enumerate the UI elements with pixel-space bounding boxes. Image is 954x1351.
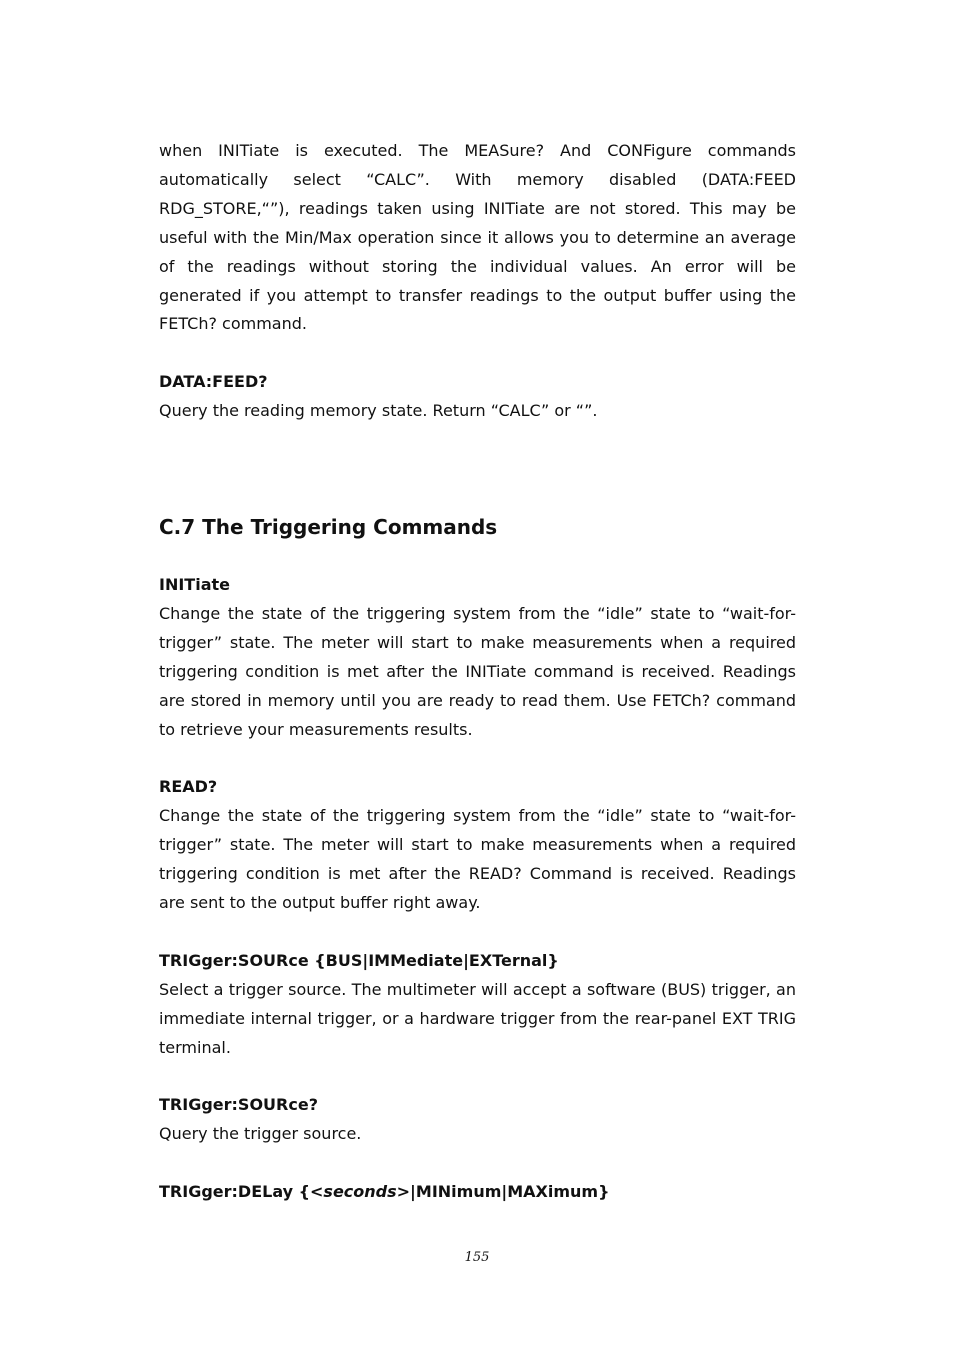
read-query-description: Change the state of the triggering system from the “idle” state to “wait-for-trigger” state. The meter will start to make measurements when a required triggering condition is met after the READ? Command is received. Readings are sent to the output buffer right away. (159, 806, 796, 912)
trigger-source-query-heading: TRIGger:SOURce? (159, 1095, 318, 1115)
trigger-source-heading: TRIGger:SOURce {BUS|IMMediate|EXTernal} (159, 950, 559, 970)
spacer (159, 1062, 796, 1091)
spacer (159, 339, 796, 368)
document-page (159, 137, 796, 1207)
read-query-heading: READ? (159, 777, 218, 797)
spacer (159, 426, 796, 513)
spacer (159, 918, 796, 947)
initiate-heading: INITiate (159, 575, 230, 595)
spacer (159, 541, 796, 571)
trigger-delay-heading-param: <seconds> (310, 1182, 411, 1202)
data-feed-query-heading: DATA:FEED? (159, 372, 268, 392)
trigger-source-query-description: Query the trigger source. (159, 1124, 362, 1144)
page-number: 155 (464, 1250, 490, 1265)
spacer (159, 744, 796, 773)
spacer (159, 1149, 796, 1178)
initiate-description: Change the state of the triggering system from the “idle” state to “wait-for-trigger” state. The meter will start to make measurements when a required triggering condition is met after the INITiate command is received. Readings are stored in memory until you are ready to read them. Use FETCh? command to retrieve your measurements results. (159, 603, 796, 739)
data-feed-query-description: Query the reading memory state. Return “CALC” or “”. (159, 401, 598, 421)
trigger-delay-heading-prefix: TRIGger:DELay { (159, 1182, 311, 1202)
trigger-delay-heading (159, 1178, 796, 1207)
intro-paragraph: when INITiate is executed. The MEASure? And CONFigure commands automatically select “CALC”. With memory disabled (DATA:FEED RDG_STORE,“”), readings taken using INITiate are not stored. This may be useful with the Min/Max operation since it allows you to determine an average of the readings without storing the individual values. An error will be generated if you attempt to transfer readings to the output buffer using the FETCh? command. (159, 141, 796, 334)
trigger-source-description: Select a trigger source. The multimeter will accept a software (BUS) trigger, an immediate internal trigger, or a hardware trigger from the rear-panel EXT TRIG terminal. (159, 979, 796, 1057)
trigger-delay-heading-suffix: |MINimum|MAXimum} (410, 1182, 610, 1202)
section-title: C.7 The Triggering Commands (159, 515, 498, 540)
